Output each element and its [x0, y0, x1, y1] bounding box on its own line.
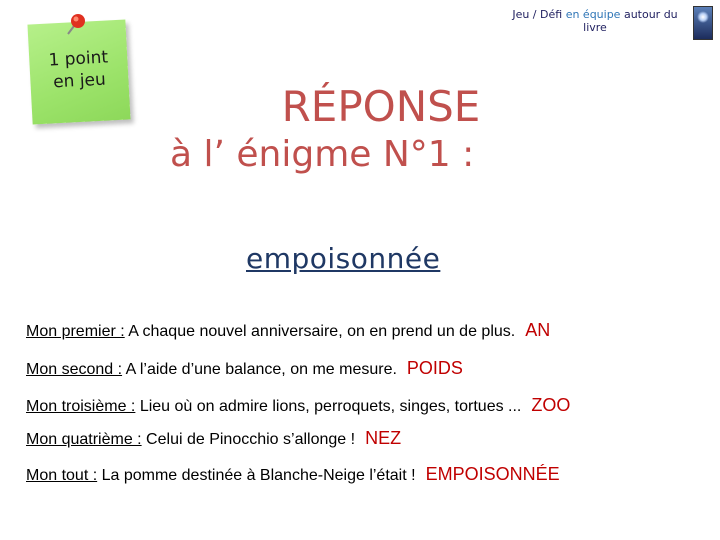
- note-line-1: 1 point: [48, 47, 109, 71]
- clue-answer: POIDS: [406, 358, 463, 378]
- title-line-2: à l’ énigme N°1 :: [170, 134, 475, 175]
- clue-text: A l’aide d’une balance, on me mesure.: [122, 361, 397, 378]
- clue-label: Mon premier :: [26, 323, 125, 340]
- note-line-2: en jeu: [52, 69, 107, 93]
- header-line-2: livre: [583, 21, 607, 34]
- clue-row-2: [26, 358, 463, 379]
- clue-text: Lieu où on admire lions, perroquets, singes, tortues ...: [135, 398, 522, 415]
- clue-text: A chaque nouvel anniversaire, on en prend un de plus.: [124, 323, 516, 340]
- answer-word: empoisonnée: [246, 242, 441, 275]
- header-part-2: en équipe: [565, 8, 621, 21]
- clue-answer: AN: [525, 320, 551, 340]
- clue-label: Mon quatrième :: [26, 431, 142, 448]
- pushpin-icon: [62, 12, 88, 38]
- clue-row-5: [26, 464, 560, 485]
- header-part-3: autour du: [623, 8, 678, 21]
- star-icon: [697, 11, 709, 23]
- clue-text: Celui de Pinocchio s’allonge !: [141, 431, 356, 448]
- clue-row-4: [26, 428, 401, 449]
- clue-label: Mon tout :: [26, 467, 98, 484]
- clue-answer: EMPOISONNÉE: [425, 464, 560, 484]
- clue-row-3: [26, 395, 570, 416]
- header-caption: [500, 8, 690, 34]
- book-cover-thumbnail: [693, 6, 713, 40]
- note-text: [29, 45, 129, 94]
- clue-text: La pomme destinée à Blanche-Neige l’était !: [97, 467, 416, 484]
- clue-answer: NEZ: [365, 428, 402, 448]
- header-part-1: Jeu / Défi: [512, 8, 563, 21]
- clue-row-1: [26, 320, 550, 341]
- slide-title: [170, 82, 570, 178]
- title-line-1: RÉPONSE: [281, 82, 481, 131]
- clue-label: Mon second :: [26, 361, 123, 378]
- clue-answer: ZOO: [531, 395, 571, 415]
- clue-label: Mon troisième :: [26, 398, 136, 415]
